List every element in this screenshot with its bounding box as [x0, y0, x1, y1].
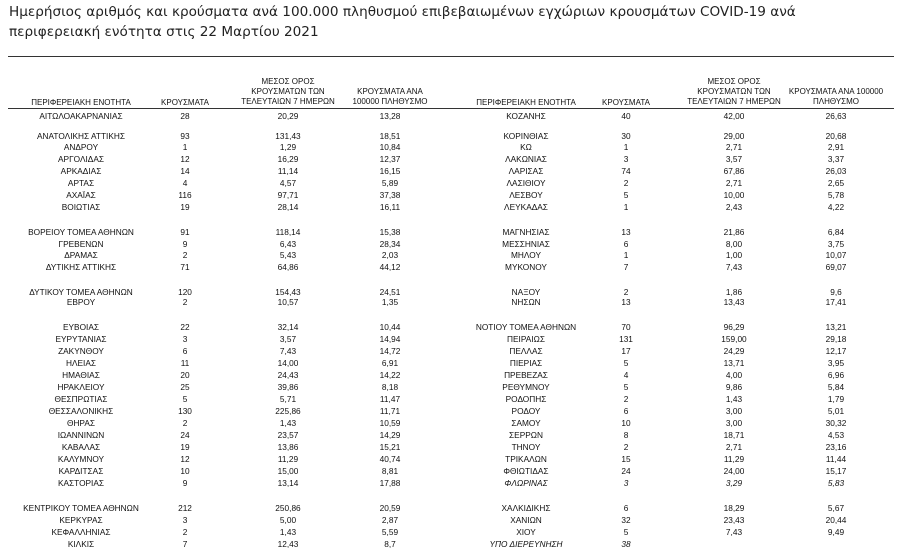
left-row-per100k: 8,7 [384, 539, 396, 549]
left-row-per100k: 28,34 [379, 239, 401, 249]
right-row-region: ΚΟΡΙΝΘΙΑΣ [503, 131, 549, 141]
left-row-region: ΚΕΡΚΥΡΑΣ [59, 515, 103, 525]
right-row-per100k: 3,95 [827, 358, 845, 368]
left-row-avg: 15,00 [277, 466, 299, 476]
right-row-avg: 23,43 [723, 515, 745, 525]
right-row-cases: 2 [623, 178, 629, 188]
left-row-avg: 4,57 [279, 178, 297, 188]
left-row-per100k: 16,15 [379, 166, 401, 176]
right-row-cases: 74 [621, 166, 631, 176]
right-row-cases: 1 [623, 202, 629, 212]
right-row-avg: 7,43 [725, 262, 743, 272]
left-row-per100k: 14,29 [379, 430, 401, 440]
right-row-per100k: 3,75 [827, 239, 845, 249]
left-row-region: ΗΡΑΚΛΕΙΟΥ [57, 382, 105, 392]
right-row-avg: 2,43 [725, 202, 743, 212]
right-row-region: ΡΕΘΥΜΝΟΥ [502, 382, 550, 392]
left-row-cases: 1 [182, 142, 188, 152]
left-row-region: ΕΥΒΟΙΑΣ [62, 322, 100, 332]
right-row-per100k: 26,03 [825, 166, 847, 176]
left-row-avg: 97,71 [277, 190, 299, 200]
left-row-cases: 2 [182, 297, 188, 307]
right-row-per100k: 13,21 [825, 322, 847, 332]
left-row-cases: 20 [180, 370, 190, 380]
left-row-avg: 28,14 [277, 202, 299, 212]
right-row-per100k: 20,44 [825, 515, 847, 525]
right-row-region: ΜΕΣΣΗΝΙΑΣ [502, 239, 550, 249]
left-row-region: ΑΡΓΟΛΙΔΑΣ [58, 154, 104, 164]
right-row-avg: 9,86 [725, 382, 743, 392]
left-row-region: ΒΟΙΩΤΙΑΣ [61, 202, 101, 212]
left-row-region: ΕΥΡΥΤΑΝΙΑΣ [55, 334, 107, 344]
left-row-region: ΗΛΕΙΑΣ [65, 358, 97, 368]
right-row-avg: 1,00 [725, 250, 743, 260]
left-row-avg: 7,43 [279, 346, 297, 356]
right-row-region: ΥΠΟ ΔΙΕΡΕΥΝΗΣΗ [489, 539, 563, 549]
right-row-cases: 7 [623, 262, 629, 272]
left-row-avg: 5,43 [279, 250, 297, 260]
right-row-per100k: 3,37 [827, 154, 845, 164]
left-row-avg: 39,86 [277, 382, 299, 392]
right-row-cases: 1 [623, 142, 629, 152]
right-row-avg: 3,57 [725, 154, 743, 164]
left-row-per100k: 15,21 [379, 442, 401, 452]
header-region-right: ΠΕΡΙΦΕΡΕΙΑΚΗ ΕΝΟΤΗΤΑ [476, 98, 576, 107]
right-row-region: ΜΗΛΟΥ [511, 250, 541, 260]
left-row-cases: 12 [180, 154, 190, 164]
right-row-per100k: 2,91 [827, 142, 845, 152]
left-row-per100k: 8,18 [381, 382, 399, 392]
page-title: Ημερήσιος αριθμός και κρούσματα ανά 100.000 πληθυσμού επιβεβαιωμένων εγχώριων κρουσμάτων COVID-19 ανά περιφερειακή ενότητα στις 22 Μαρτίου 2021 [9, 4, 796, 40]
right-row-per100k: 26,63 [825, 111, 847, 121]
left-row-cases: 2 [182, 418, 188, 428]
right-row-cases: 70 [621, 322, 631, 332]
right-row-per100k: 9,49 [827, 527, 845, 537]
right-row-region: ΠΡΕΒΕΖΑΣ [504, 370, 548, 380]
right-row-region: ΚΩ [520, 142, 532, 152]
right-row-per100k: 4,53 [827, 430, 845, 440]
left-row-region: ΑΝΑΤΟΛΙΚΗΣ ΑΤΤΙΚΗΣ [36, 131, 126, 141]
left-row-cases: 22 [180, 322, 190, 332]
left-row-per100k: 12,37 [379, 154, 401, 164]
right-row-avg: 13,43 [723, 297, 745, 307]
left-row-per100k: 14,22 [379, 370, 401, 380]
left-row-cases: 9 [182, 478, 188, 488]
right-row-region: ΠΙΕΡΙΑΣ [509, 358, 543, 368]
left-row-region: ΘΕΣΣΑΛΟΝΙΚΗΣ [48, 406, 114, 416]
right-row-cases: 5 [623, 527, 629, 537]
right-row-avg: 3,00 [725, 406, 743, 416]
right-row-avg: 2,71 [725, 442, 743, 452]
left-row-avg: 1,29 [279, 142, 297, 152]
right-row-per100k: 29,18 [825, 334, 847, 344]
right-row-cases: 3 [623, 154, 629, 164]
left-row-region: ΚΙΛΚΙΣ [67, 539, 95, 549]
right-row-region: ΡΟΔΟΠΗΣ [505, 394, 547, 404]
left-row-cases: 212 [178, 503, 192, 513]
right-row-cases: 32 [621, 515, 631, 525]
right-row-per100k: 12,17 [825, 346, 847, 356]
left-row-region: ΑΧΑΪΑΣ [66, 190, 96, 200]
right-row-avg: 1,86 [725, 287, 743, 297]
left-row-cases: 4 [182, 178, 188, 188]
right-row-cases: 5 [623, 190, 629, 200]
left-row-cases: 10 [180, 466, 190, 476]
right-row-cases: 131 [619, 334, 633, 344]
left-row-avg: 3,57 [279, 334, 297, 344]
right-row-avg: 18,29 [723, 503, 745, 513]
right-row-cases: 4 [623, 370, 629, 380]
right-row-cases: 24 [621, 466, 631, 476]
right-row-avg: 159,00 [721, 334, 747, 344]
left-row-cases: 2 [182, 527, 188, 537]
right-row-region: ΧΑΝΙΩΝ [510, 515, 542, 525]
header-avg-right: ΜΕΣΟΣ ΟΡΟΣ ΚΡΟΥΣΜΑΤΩΝ ΤΩΝ ΤΕΛΕΥΤΑΙΩΝ 7 ΗΜΕΡΩΝ [687, 77, 781, 106]
right-row-per100k: 5,01 [827, 406, 845, 416]
right-row-avg: 1,43 [725, 394, 743, 404]
right-row-avg: 13,71 [723, 358, 745, 368]
left-row-avg: 64,86 [277, 262, 299, 272]
left-row-avg: 154,43 [275, 287, 301, 297]
right-row-region: ΛΕΥΚΑΔΑΣ [504, 202, 548, 212]
right-row-cases: 17 [621, 346, 631, 356]
left-row-per100k: 10,44 [379, 322, 401, 332]
right-row-cases: 2 [623, 394, 629, 404]
left-row-cases: 11 [180, 358, 190, 368]
right-row-region: ΣΑΜΟΥ [511, 418, 541, 428]
left-row-avg: 13,14 [277, 478, 299, 488]
right-row-region: ΜΥΚΟΝΟΥ [505, 262, 547, 272]
right-row-per100k: 15,17 [825, 466, 847, 476]
right-row-region: ΝΑΞΟΥ [511, 287, 541, 297]
left-row-per100k: 8,81 [381, 466, 399, 476]
left-row-avg: 5,00 [279, 515, 297, 525]
left-row-region: ΚΕΝΤΡΙΚΟΥ ΤΟΜΕΑ ΑΘΗΝΩΝ [23, 503, 139, 513]
right-row-cases: 15 [621, 454, 631, 464]
left-row-region: ΑΡΤΑΣ [67, 178, 95, 188]
header-avg-left: ΜΕΣΟΣ ΟΡΟΣ ΚΡΟΥΣΜΑΤΩΝ ΤΩΝ ΤΕΛΕΥΤΑΙΩΝ 7 ΗΜΕΡΩΝ [241, 77, 335, 106]
left-row-region: ΕΒΡΟΥ [66, 297, 96, 307]
right-row-cases: 2 [623, 442, 629, 452]
right-row-region: ΤΗΝΟΥ [511, 442, 541, 452]
right-row-avg: 3,29 [725, 478, 743, 488]
right-row-cases: 6 [623, 503, 629, 513]
right-row-region: ΠΕΛΛΑΣ [509, 346, 543, 356]
right-row-cases: 1 [623, 250, 629, 260]
right-row-cases: 2 [623, 287, 629, 297]
right-row-region: ΝΗΣΩΝ [511, 297, 541, 307]
left-row-cases: 12 [180, 454, 190, 464]
left-row-region: ΔΥΤΙΚΗΣ ΑΤΤΙΚΗΣ [45, 262, 117, 272]
right-row-region: ΤΡΙΚΑΛΩΝ [505, 454, 547, 464]
right-row-per100k: 5,78 [827, 190, 845, 200]
left-row-region: ΑΝΔΡΟΥ [63, 142, 99, 152]
right-row-cases: 30 [621, 131, 631, 141]
right-row-region: ΚΟΖΑΝΗΣ [506, 111, 546, 121]
right-row-avg: 2,71 [725, 142, 743, 152]
left-row-per100k: 10,84 [379, 142, 401, 152]
right-row-region: ΦΛΩΡΙΝΑΣ [504, 478, 548, 488]
left-row-cases: 28 [180, 111, 190, 121]
right-row-avg: 21,86 [723, 227, 745, 237]
right-row-avg: 10,00 [723, 190, 745, 200]
left-row-cases: 25 [180, 382, 190, 392]
left-row-avg: 131,43 [275, 131, 301, 141]
right-row-per100k: 5,67 [827, 503, 845, 513]
right-row-avg: 29,00 [723, 131, 745, 141]
left-row-cases: 19 [180, 442, 190, 452]
left-row-avg: 12,43 [277, 539, 299, 549]
left-row-region: ΓΡΕΒΕΝΩΝ [58, 239, 104, 249]
left-row-per100k: 18,51 [379, 131, 401, 141]
right-row-per100k: 4,22 [827, 202, 845, 212]
right-row-region: ΛΑΡΙΣΑΣ [508, 166, 544, 176]
left-row-avg: 11,29 [277, 454, 299, 464]
right-row-region: ΣΕΡΡΩΝ [509, 430, 543, 440]
right-row-region: ΛΕΣΒΟΥ [509, 190, 543, 200]
left-row-cases: 116 [178, 190, 192, 200]
left-row-per100k: 10,59 [379, 418, 401, 428]
right-row-per100k: 10,07 [825, 250, 847, 260]
left-row-avg: 16,29 [277, 154, 299, 164]
right-row-avg: 11,29 [723, 454, 745, 464]
right-row-region: ΠΕΙΡΑΙΩΣ [507, 334, 545, 344]
right-row-per100k: 5,83 [827, 478, 845, 488]
left-row-per100k: 1,35 [381, 297, 399, 307]
left-row-avg: 6,43 [279, 239, 297, 249]
right-row-avg: 8,00 [725, 239, 743, 249]
left-row-avg: 20,29 [277, 111, 299, 121]
left-row-region: ΘΕΣΠΡΩΤΙΑΣ [54, 394, 108, 404]
table-top-rule [8, 56, 894, 57]
left-row-cases: 130 [178, 406, 192, 416]
right-row-avg: 42,00 [723, 111, 745, 121]
right-row-per100k: 11,44 [825, 454, 847, 464]
right-row-per100k: 5,84 [827, 382, 845, 392]
right-row-region: ΛΑΣΙΘΙΟΥ [506, 178, 546, 188]
left-row-region: ΑΙΤΩΛΟΑΚΑΡΝΑΝΙΑΣ [39, 111, 123, 121]
left-row-region: ΑΡΚΑΔΙΑΣ [60, 166, 102, 176]
left-row-cases: 9 [182, 239, 188, 249]
left-row-region: ΖΑΚΥΝΘΟΥ [58, 346, 104, 356]
left-row-cases: 91 [180, 227, 190, 237]
right-row-avg: 24,29 [723, 346, 745, 356]
right-row-region: ΝΟΤΙΟΥ ΤΟΜΕΑ ΑΘΗΝΩΝ [475, 322, 577, 332]
left-row-cases: 3 [182, 515, 188, 525]
header-region-left: ΠΕΡΙΦΕΡΕΙΑΚΗ ΕΝΟΤΗΤΑ [31, 98, 131, 107]
right-row-avg: 24,00 [723, 466, 745, 476]
right-row-per100k: 2,65 [827, 178, 845, 188]
left-row-region: ΘΗΡΑΣ [66, 418, 96, 428]
header-cases-right: ΚΡΟΥΣΜΑΤΑ [602, 98, 650, 107]
left-row-avg: 24,43 [277, 370, 299, 380]
left-row-per100k: 24,51 [379, 287, 401, 297]
right-row-cases: 13 [621, 297, 631, 307]
right-row-region: ΦΘΙΩΤΙΔΑΣ [503, 466, 549, 476]
left-row-cases: 14 [180, 166, 190, 176]
left-row-per100k: 5,59 [381, 527, 399, 537]
left-row-per100k: 17,88 [379, 478, 401, 488]
left-row-cases: 2 [182, 250, 188, 260]
right-row-cases: 38 [621, 539, 631, 549]
right-row-cases: 13 [621, 227, 631, 237]
left-row-avg: 32,14 [277, 322, 299, 332]
right-row-region: ΧΑΛΚΙΔΙΚΗΣ [501, 503, 551, 513]
header-per100k-right: ΚΡΟΥΣΜΑΤΑ ΑΝΑ 100000 ΠΛΗΘΥΣΜΟ [788, 87, 884, 106]
right-row-per100k: 6,84 [827, 227, 845, 237]
left-row-per100k: 14,72 [379, 346, 401, 356]
right-row-cases: 6 [623, 406, 629, 416]
left-row-avg: 14,00 [277, 358, 299, 368]
right-row-per100k: 69,07 [825, 262, 847, 272]
right-row-avg: 2,71 [725, 178, 743, 188]
left-row-region: ΒΟΡΕΙΟΥ ΤΟΜΕΑ ΑΘΗΝΩΝ [28, 227, 134, 237]
right-row-avg: 67,86 [723, 166, 745, 176]
left-row-cases: 3 [182, 334, 188, 344]
left-row-cases: 5 [182, 394, 188, 404]
left-row-cases: 6 [182, 346, 188, 356]
left-row-per100k: 20,59 [379, 503, 401, 513]
left-row-avg: 1,43 [279, 418, 297, 428]
right-row-per100k: 9,6 [830, 287, 842, 297]
left-row-per100k: 2,87 [381, 515, 399, 525]
right-row-avg: 3,00 [725, 418, 743, 428]
left-row-cases: 7 [182, 539, 188, 549]
left-row-region: ΔΥΤΙΚΟΥ ΤΟΜΕΑ ΑΘΗΝΩΝ [29, 287, 133, 297]
right-row-avg: 18,71 [723, 430, 745, 440]
left-row-per100k: 14,94 [379, 334, 401, 344]
right-row-per100k: 17,41 [825, 297, 847, 307]
left-row-avg: 5,71 [279, 394, 297, 404]
left-row-avg: 13,86 [277, 442, 299, 452]
left-row-region: ΚΕΦΑΛΛΗΝΙΑΣ [51, 527, 111, 537]
left-row-per100k: 16,11 [379, 202, 401, 212]
left-row-per100k: 2,03 [381, 250, 399, 260]
right-row-per100k: 6,96 [827, 370, 845, 380]
right-row-per100k: 20,68 [825, 131, 847, 141]
left-row-avg: 1,43 [279, 527, 297, 537]
header-cases-left: ΚΡΟΥΣΜΑΤΑ [161, 98, 209, 107]
right-row-per100k: 1,79 [827, 394, 845, 404]
left-row-avg: 225,86 [275, 406, 301, 416]
left-row-avg: 11,14 [277, 166, 299, 176]
right-row-region: ΡΟΔΟΥ [511, 406, 541, 416]
left-row-per100k: 15,38 [379, 227, 401, 237]
left-row-cases: 93 [180, 131, 190, 141]
right-row-per100k: 30,32 [825, 418, 847, 428]
left-row-region: ΚΑΛΥΜΝΟΥ [57, 454, 105, 464]
left-row-cases: 120 [178, 287, 192, 297]
left-row-cases: 71 [180, 262, 190, 272]
right-row-cases: 5 [623, 358, 629, 368]
right-row-avg: 4,00 [725, 370, 743, 380]
left-row-cases: 24 [180, 430, 190, 440]
right-row-region: ΛΑΚΩΝΙΑΣ [505, 154, 547, 164]
right-row-avg: 96,29 [723, 322, 745, 332]
left-row-per100k: 6,91 [381, 358, 399, 368]
left-row-region: ΚΑΡΔΙΤΣΑΣ [58, 466, 104, 476]
left-row-avg: 250,86 [275, 503, 301, 513]
right-row-region: ΜΑΓΝΗΣΙΑΣ [502, 227, 550, 237]
left-row-region: ΔΡΑΜΑΣ [64, 250, 98, 260]
left-row-cases: 19 [180, 202, 190, 212]
left-row-per100k: 37,38 [379, 190, 401, 200]
right-row-cases: 8 [623, 430, 629, 440]
right-row-per100k: 23,16 [825, 442, 847, 452]
left-row-per100k: 11,47 [379, 394, 401, 404]
left-row-avg: 118,14 [275, 227, 301, 237]
left-row-region: ΙΩΑΝΝΙΝΩΝ [57, 430, 105, 440]
left-row-per100k: 11,71 [379, 406, 401, 416]
right-row-cases: 3 [623, 478, 629, 488]
left-row-avg: 10,57 [277, 297, 299, 307]
left-row-avg: 23,57 [277, 430, 299, 440]
header-bottom-rule [8, 108, 894, 109]
right-row-region: ΧΙΟΥ [516, 527, 536, 537]
left-row-per100k: 44,12 [379, 262, 401, 272]
header-per100k-left: ΚΡΟΥΣΜΑΤΑ ΑΝΑ 100000 ΠΛΗΘΥΣΜΟ [352, 87, 428, 106]
left-row-region: ΚΑΣΤΟΡΙΑΣ [57, 478, 105, 488]
left-row-region: ΚΑΒΑΛΑΣ [61, 442, 101, 452]
right-row-cases: 5 [623, 382, 629, 392]
left-row-region: ΗΜΑΘΙΑΣ [62, 370, 100, 380]
right-row-cases: 40 [621, 111, 631, 121]
left-row-per100k: 13,28 [379, 111, 401, 121]
right-row-cases: 6 [623, 239, 629, 249]
left-row-per100k: 5,89 [381, 178, 399, 188]
left-row-per100k: 40,74 [379, 454, 401, 464]
right-row-cases: 10 [621, 418, 631, 428]
right-row-avg: 7,43 [725, 527, 743, 537]
